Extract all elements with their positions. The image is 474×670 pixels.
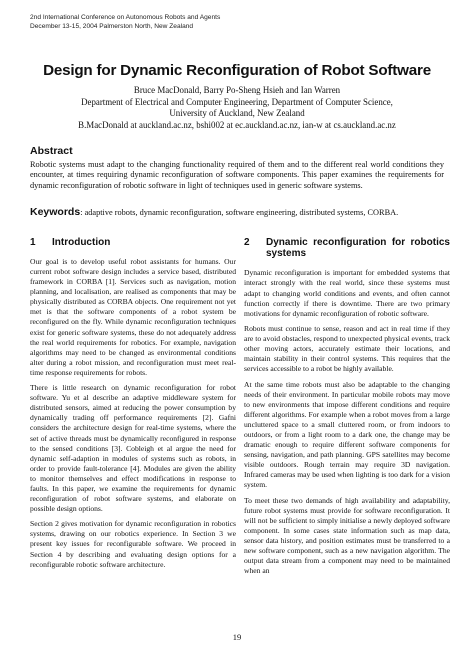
section-1-number: 1 [30,237,36,248]
author-department: Department of Electrical and Computer Engineering, Department of Computer Science, [81,96,393,107]
left-column [30,237,236,575]
keywords-label: Keywords [30,206,81,218]
section-2-paragraph: At the same time robots must also be adaptable to the changing needs of their environment. In particular mobile robots may move to new environments that impose different conditions and require different algorithms. For example when a robot moves from a large uncluttered space to a small cluttered room, or from indoors to outdoors, or from a light room to a dark one, the change may be dramatic enough to require different software components for sensing, navigation, and path planning. GPS satellites may become visible outdoors. Rough terrain may require 3D navigation. Infrared cameras may be used when lighting is too dark for a vision system. [244,379,450,490]
keywords-text: : adaptive robots, dynamic reconfiguration, software engineering, distributed systems, CORBA. [80,208,399,217]
section-2-paragraph: Robots must continue to sense, reason and act in real time if they are to avoid obstacles, respond to unexpected physical events, track other moving actors, accurately estimate their locations, and maintain stability in their control systems. This requires that the services accessible to a robot be highly available. [244,324,450,374]
conference-name: 2nd International Conference on Autonomous Robots and Agents [30,14,221,21]
section-1-heading [30,237,236,248]
keywords-line [30,207,444,218]
section-2-number: 2 [244,237,250,248]
conference-header [30,14,410,31]
author-block [30,85,444,131]
abstract-text: Robotic systems must adapt to the changing functionality required of them and to the different real world conditions they encounter, at times requiring dynamic reconfiguration of software components. This paper examines the requirements for dynamic reconfiguration of robotic software in light of techniques used in generic software systems. [30,160,444,190]
section-1-paragraph: Section 2 gives motivation for dynamic reconfiguration in robotics systems, drawing on our robotics experience. In Section 3 we present key issues for reconfigurable software. We proceed in Section 4 by describing and evaluating design options for a reconfigurable robotic software architecture. [30,519,236,569]
right-column [244,237,450,582]
conference-date-location: December 13-15, 2004 Palmerston North, New Zealand [30,22,194,30]
section-2-heading [244,237,450,259]
paper-title: Design for Dynamic Reconfiguration of Robot Software [43,62,431,79]
author-names: Bruce MacDonald, Barry Po-Sheng Hsieh and Ian Warren [133,85,341,95]
abstract-heading: Abstract [30,145,73,157]
section-1-title: Introduction [52,237,111,248]
page-number: 19 [232,632,242,642]
section-2-title: Dynamic reconfiguration for robotics systems [266,237,450,260]
section-1-paragraph: Our goal is to develop useful robot assistants for humans. Our current robot software design includes a service based, distributed framework in CORBA [1]. Services such as navigation, motion planning, and localisation, are realised as components that may be physically distributed as CORBA objects. One requirement not yet met is that the software components of a robot system be reconfigured on the fly. While dynamic reconfiguration techniques exist for generic software systems, these do not adequately address the real world requirements for robotics. For example, navigation algorithms may need to be changed as environmental conditions alter during a robot mission, and reconfiguration must meet real-time response requirements for robots. [30,257,236,377]
section-2-paragraph: Dynamic reconfiguration is important for embedded systems that interact strongly with the real world, since these systems must adapt to changing world conditions and events, and often cannot function correctly if there is downtime. There are two primary motivations for dynamic reconfiguration of robotic software. [244,268,450,318]
author-university: University of Auckland, New Zealand [169,108,305,119]
section-2-paragraph: To meet these two demands of high availability and adaptability, future robot systems must provide for software reconfiguration. It will not be sufficient to simply initialise a newly deployed software component. In some cases state information such as map data, sensor data history, and position estimates must be transferred to a new software component, such as a new navigation algorithm. The output data stream from a component may need to be maintained when an [244,495,450,576]
author-emails: B.MacDonald at auckland.ac.nz, bshi002 at ec.auckland.ac.nz, ian-w at cs.auckland.ac.nz [78,119,396,130]
section-1-paragraph: There is little research on dynamic reconfiguration for robot software. Yu et al describe an adaptive middleware system for distributed sensors, aimed at reducing the power consumption by dynamically trading off performance requirements [2]. Gafni considers the architecture design for real-time systems, where the set of active threads must be dynamically reconfigured in response to the sensed conditions [3]. Cobleigh et al argue the need for dynamic self-adaption in modules of systems such as robots, in order to provide fault-tolerance [4]. Modules are given the ability to monitor themselves and effect modifications in response to faults. In this paper, we examine the requirements for dynamic reconfiguration of robot software systems, and elaborate on possible design options. [30,383,236,513]
